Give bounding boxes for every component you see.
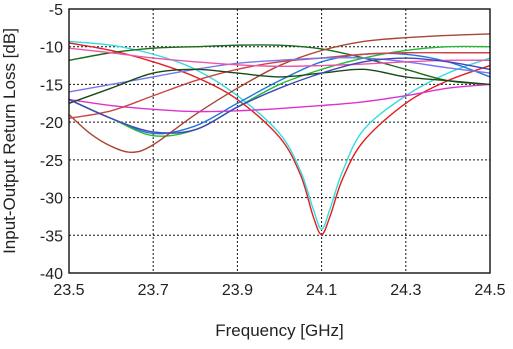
y-tick-label: -35	[39, 228, 63, 246]
y-tick-label: -5	[48, 2, 63, 19]
y-tick-label: -30	[39, 190, 63, 208]
y-tick-label: -40	[39, 266, 63, 283]
y-axis-title: Input-Output Return Loss [dB]	[0, 28, 19, 254]
x-tick-label: 24.3	[390, 282, 422, 299]
y-tick-labels	[40, 2, 63, 283]
x-tick-label: 24.1	[306, 282, 338, 299]
x-axis-title: Frequency [GHz]	[215, 321, 344, 340]
x-tick-label: 24.5	[474, 282, 506, 299]
series-line-2	[69, 41, 490, 229]
series-line-6	[69, 34, 490, 152]
x-tick-label: 23.7	[137, 282, 169, 299]
y-tick-label: -10	[39, 39, 63, 57]
x-tick-label: 23.5	[53, 282, 85, 299]
y-tick-label: -15	[39, 77, 63, 95]
series-line-10	[69, 69, 490, 103]
y-tick-label: -25	[39, 152, 63, 170]
x-tick-labels	[53, 282, 505, 299]
series-line-1	[69, 43, 490, 235]
series-layer	[69, 34, 490, 235]
y-tick-label: -20	[39, 115, 63, 133]
x-tick-label: 23.9	[221, 282, 253, 299]
